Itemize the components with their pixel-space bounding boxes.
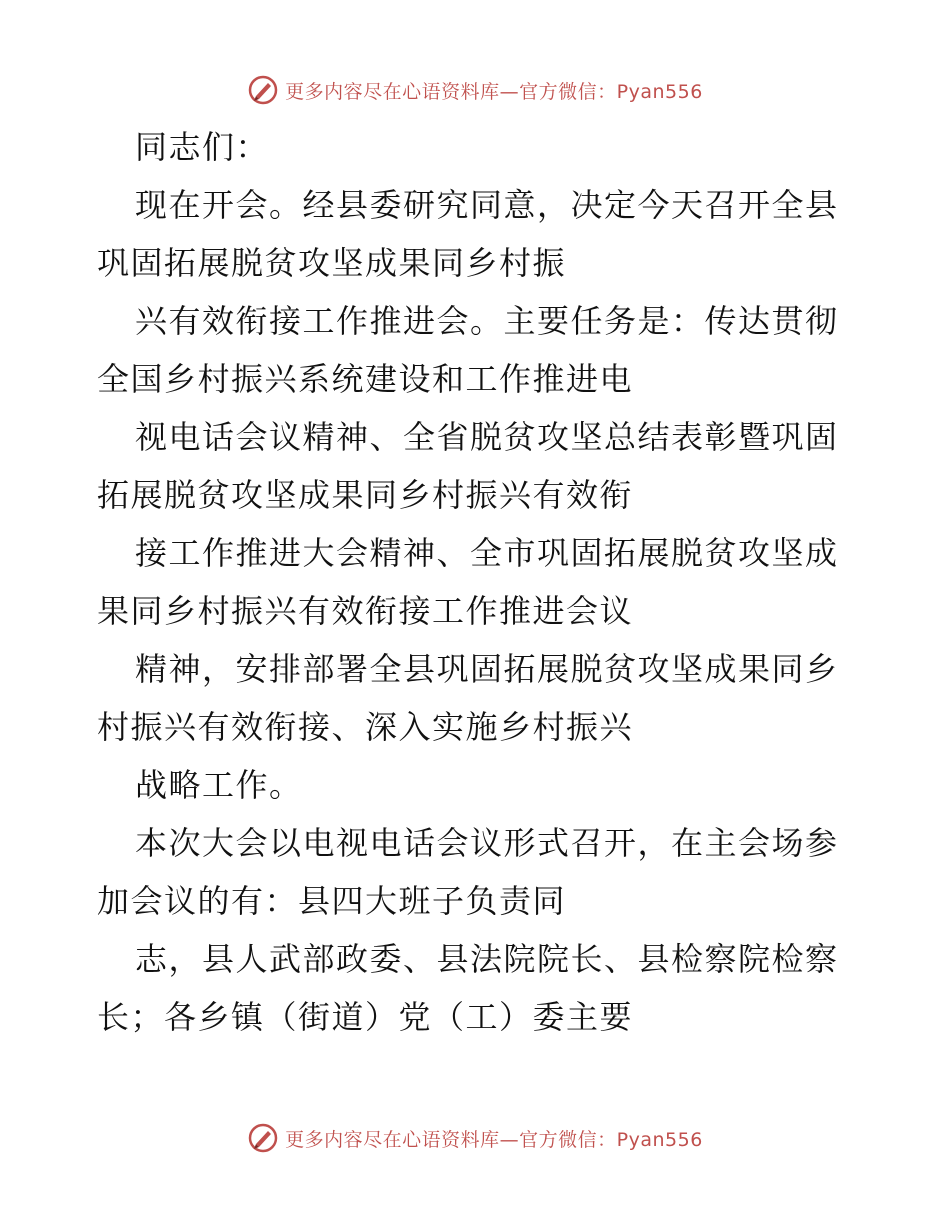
- text-line: 本次大会以电视电话会议形式召开，在主会场参: [135, 824, 839, 862]
- text-line: 村振兴有效衔接、深入实施乡村振兴: [97, 708, 634, 746]
- watermark-text: 更多内容尽在心语资料库—官方微信：Pyan556: [285, 80, 703, 103]
- text-line: 兴有效衔接工作推进会。主要任务是：传达贯彻: [135, 302, 839, 340]
- header-watermark: [0, 74, 950, 106]
- text-line: 长；各乡镇（街道）党（工）委主要: [97, 998, 634, 1036]
- text-line: 果同乡村振兴有效衔接工作推进会议: [97, 592, 634, 630]
- text-line: 全国乡村振兴系统建设和工作推进电: [97, 360, 634, 398]
- text-line: 志，县人武部政委、县法院院长、县检察院检察: [135, 940, 839, 978]
- text-line: 巩固拓展脱贫攻坚成果同乡村振: [97, 244, 567, 282]
- text-line: 接工作推进大会精神、全市巩固拓展脱贫攻坚成: [135, 534, 839, 572]
- watermark-text: 更多内容尽在心语资料库—官方微信：Pyan556: [285, 1128, 703, 1151]
- text-line: 同志们：: [135, 128, 270, 166]
- text-line: 精神，安排部署全县巩固拓展脱贫攻坚成果同乡: [135, 650, 839, 688]
- text-line: 加会议的有：县四大班子负责同: [97, 882, 567, 920]
- text-line: 拓展脱贫攻坚成果同乡村振兴有效衔: [97, 476, 634, 514]
- text-line: 战略工作。: [135, 766, 303, 804]
- footer-watermark: [0, 1122, 950, 1154]
- text-line: 视电话会议精神、全省脱贫攻坚总结表彰暨巩固: [135, 418, 839, 456]
- text-line: 现在开会。经县委研究同意，决定今天召开全县: [135, 186, 839, 224]
- pen-logo-icon: [247, 1122, 279, 1154]
- pen-logo-icon: [247, 74, 279, 106]
- document-body: [97, 118, 857, 1046]
